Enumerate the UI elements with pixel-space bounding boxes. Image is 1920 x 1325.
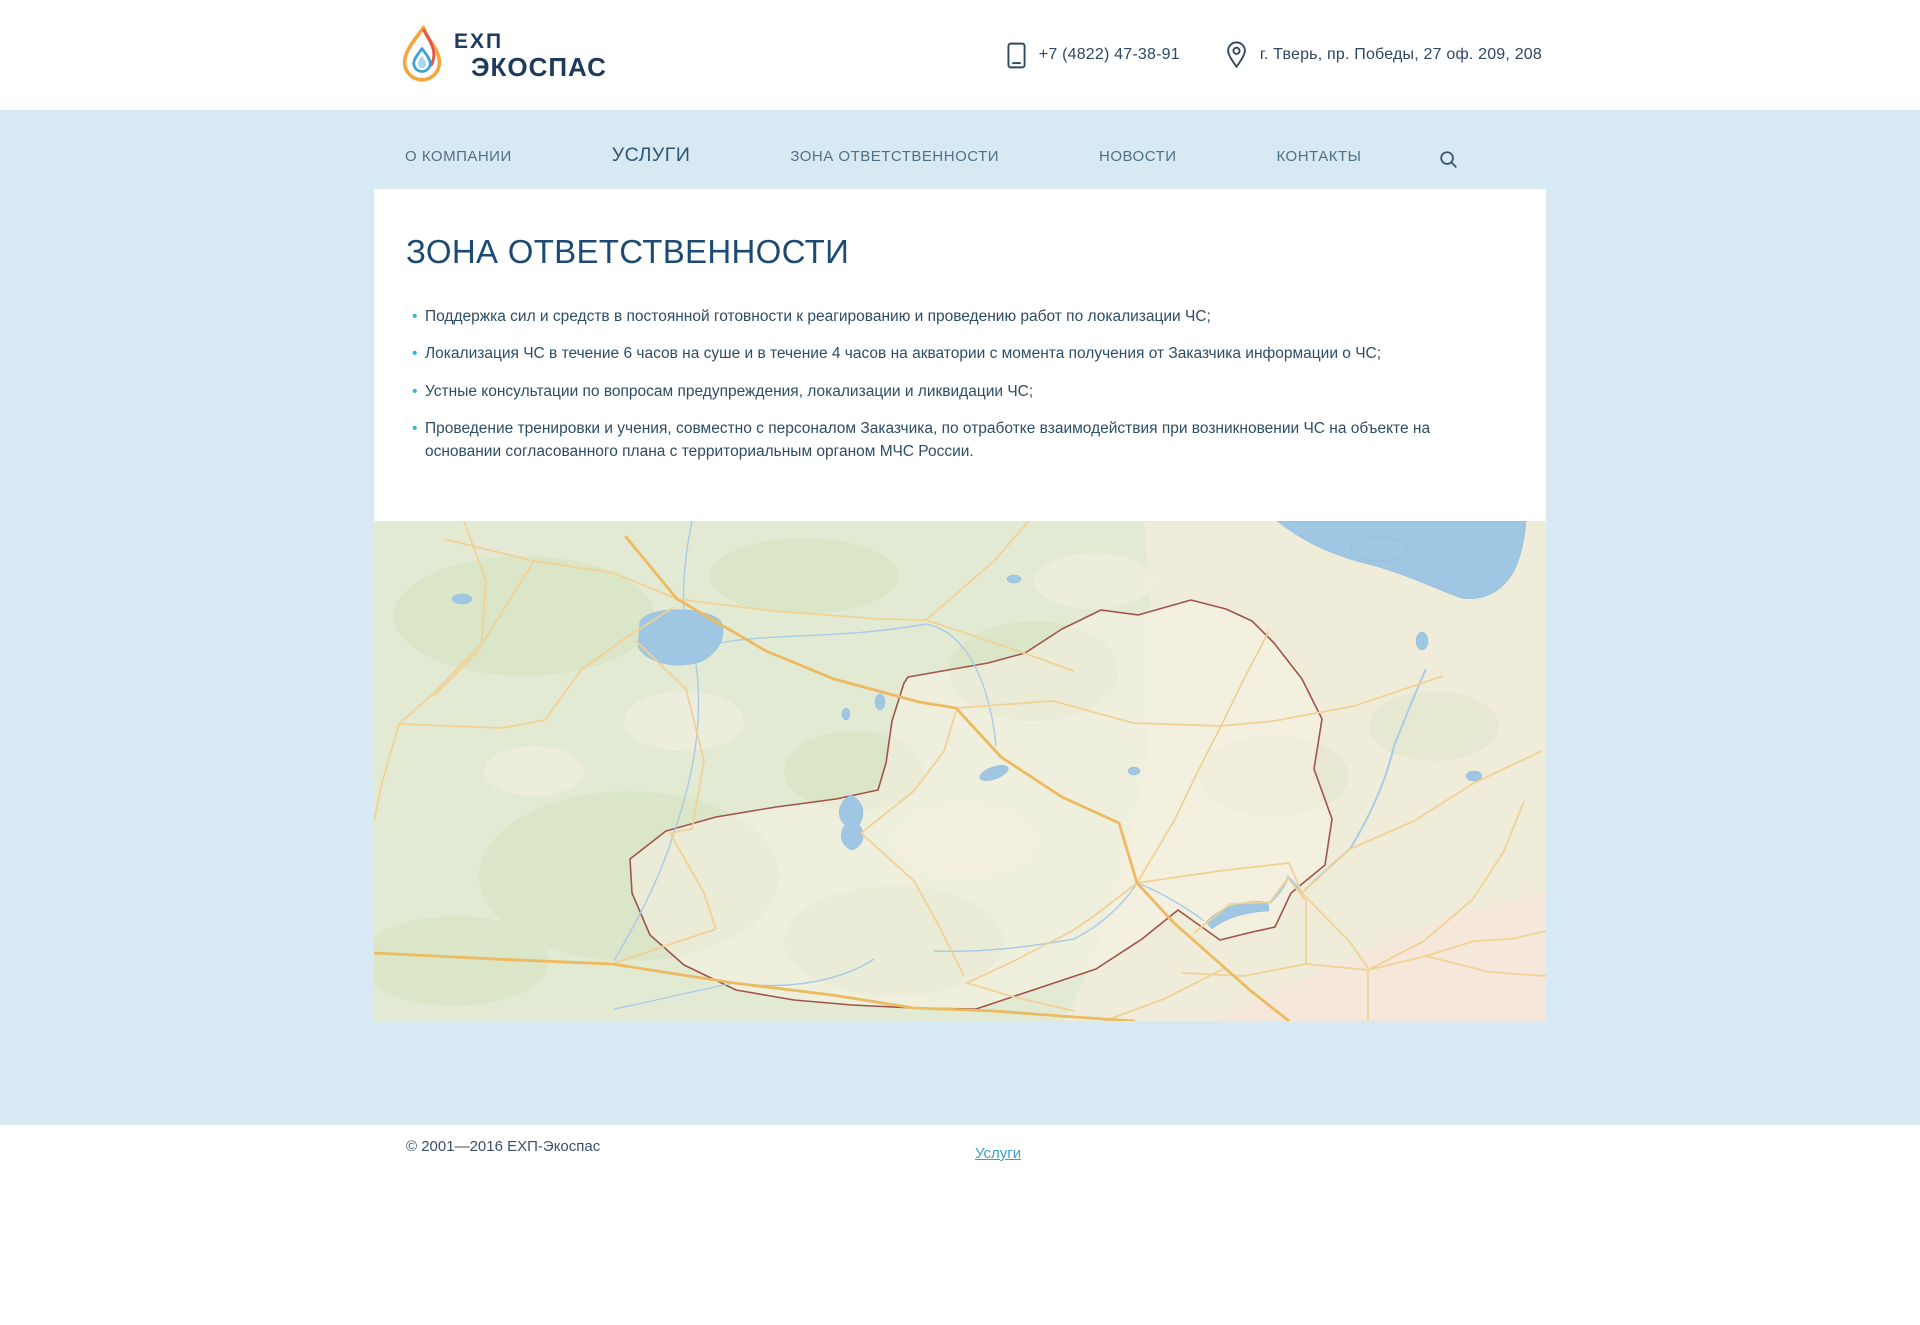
footer-services-column: [975, 1145, 1021, 1174]
nav-item-news[interactable]: НОВОСТИ: [1099, 148, 1177, 165]
header-address-text: г. Тверь, пр. Победы, 27 оф. 209, 208: [1259, 46, 1542, 63]
page-title: ЗОНА ОТВЕТСТВЕННОСТИ: [406, 233, 850, 270]
location-pin-icon: [1226, 41, 1247, 69]
region-map[interactable]: [374, 521, 1546, 1021]
header-phone[interactable]: [1007, 42, 1180, 69]
logo-flame-icon: [400, 23, 444, 87]
site-footer: [0, 1125, 1920, 1325]
header-address[interactable]: [1226, 41, 1542, 69]
responsibility-list: [412, 305, 1546, 463]
search-icon[interactable]: [1439, 150, 1458, 169]
main-nav: [0, 110, 1920, 188]
map-section: [374, 521, 1546, 1021]
header-phone-number: +7 (4822) 47-38-91: [1038, 46, 1180, 63]
company-logo[interactable]: [400, 23, 607, 87]
logo-line1: ЕХП: [454, 29, 504, 53]
logo-line2: ЭКОСПАС: [471, 51, 607, 82]
responsibility-bullet: • Поддержка сил и средств в постоянной готовности к реагированию и проведению работ по локализации ЧС;: [412, 305, 1487, 328]
responsibility-bullet: • Устные консультации по вопросам предупреждения, локализации и ликвидации ЧС;: [412, 380, 1487, 403]
nav-item-contacts[interactable]: КОНТАКТЫ: [1276, 148, 1362, 165]
nav-item-about[interactable]: О КОМПАНИИ: [405, 148, 512, 165]
nav-item-services[interactable]: УСЛУГИ: [611, 144, 691, 166]
responsibility-card: [374, 189, 1546, 521]
nav-item-responsibility[interactable]: ЗОНА ОТВЕТСТВЕННОСТИ: [790, 148, 1000, 165]
responsibility-bullet: • Проведение тренировки и учения, совместно с персоналом Заказчика, по отработке взаимодействия при возникновении ЧС на объекте на основании согласованного плана с территориальным органом МЧС России.: [412, 417, 1487, 464]
responsibility-bullet: • Локализация ЧС в течение 6 часов на суше и в течение 4 часов на акватории с момента получения от Заказчика информации о ЧС;: [412, 342, 1487, 365]
mobile-phone-icon: [1007, 42, 1026, 69]
footer-contacts-column: [406, 1138, 810, 1174]
copyright: © 2001—2016 ЕХП-Экоспас: [406, 1138, 601, 1155]
logo-text: [454, 31, 607, 80]
site-header: [0, 0, 1920, 110]
footer-services-title-link[interactable]: Услуги: [975, 1145, 1022, 1162]
